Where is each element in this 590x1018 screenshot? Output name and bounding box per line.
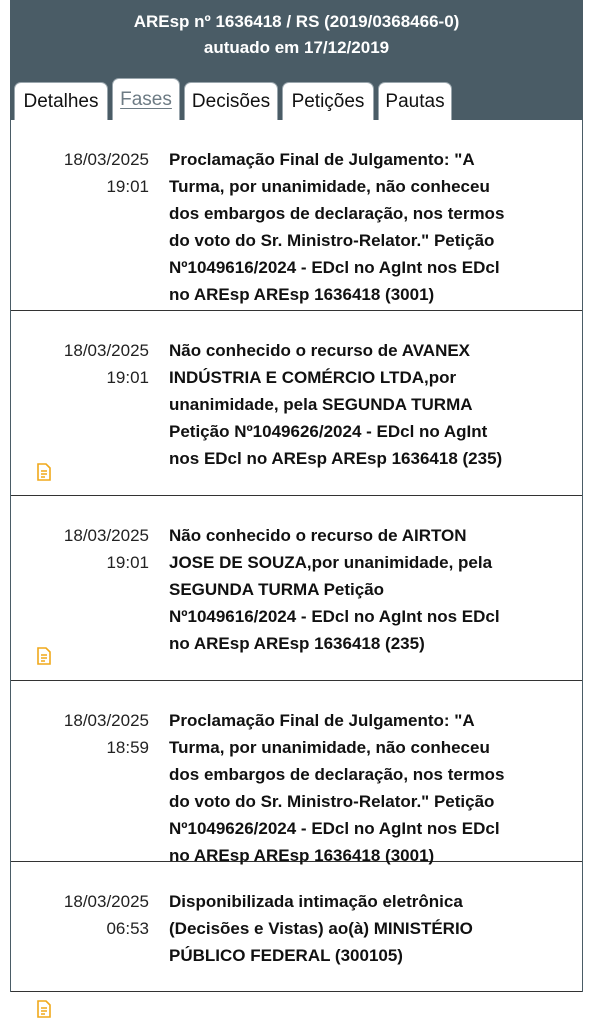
description-line: no AREsp AREsp 1636418 (3001) [169,285,435,304]
phase-datetime [11,888,149,942]
phase-time: 18:59 [106,738,149,757]
description-line: no AREsp AREsp 1636418 (235) [169,634,425,653]
document-icon[interactable] [37,647,51,665]
phase-date: 18/03/2025 [63,711,149,730]
description-line: dos embargos de declaração, nos termos [169,765,505,784]
description-line: Turma, por unanimidade, não conheceu [169,177,490,196]
phase-datetime [11,337,149,391]
description-line: unanimidade, pela SEGUNDA TURMA [169,395,473,414]
phase-date: 18/03/2025 [63,341,149,360]
phase-entry [11,120,582,311]
tab-peticoes[interactable]: Petições [282,82,374,120]
phase-time: 19:01 [106,368,149,387]
process-title-line1: AREsp nº 1636418 / RS (2019/0368466-0) [133,12,460,31]
description-line: (Decisões e Vistas) ao(à) MINISTÉRIO [169,919,473,938]
tab-decisoes[interactable]: Decisões [184,82,278,120]
phase-entry [11,862,582,992]
description-line: Nº1049626/2024 - EDcl no AgInt nos EDcl [169,819,500,838]
phase-entry [11,681,582,865]
process-title [10,9,583,61]
phase-description [169,337,564,472]
description-line: Proclamação Final de Julgamento: "A [169,711,475,730]
phase-datetime [11,146,149,200]
phase-date: 18/03/2025 [63,892,149,911]
description-line: no AREsp AREsp 1636418 (3001) [169,846,435,865]
document-icon[interactable] [37,1000,51,1018]
phase-datetime [11,522,149,576]
phase-entry [11,496,582,681]
process-header [10,0,583,120]
description-line: INDÚSTRIA E COMÉRCIO LTDA,por [169,368,457,387]
description-line: Turma, por unanimidade, não conheceu [169,738,490,757]
tab-fases[interactable]: Fases [112,78,180,120]
phase-date: 18/03/2025 [63,526,149,545]
phase-date: 18/03/2025 [63,150,149,169]
phase-datetime [11,707,149,761]
phase-time: 06:53 [106,919,149,938]
phase-description [169,707,564,869]
phase-description [169,888,564,969]
description-line: JOSE DE SOUZA,por unanimidade, pela [169,553,493,572]
phase-list [11,120,582,992]
description-line: do voto do Sr. Ministro-Relator." Petição [169,792,495,811]
description-line: PÚBLICO FEDERAL (300105) [169,946,403,965]
phase-entry [11,311,582,496]
description-line: Não conhecido o recurso de AVANEX [169,341,471,360]
phase-description [169,146,564,308]
process-title-line2: autuado em 17/12/2019 [203,38,390,57]
description-line: Proclamação Final de Julgamento: "A [169,150,475,169]
description-line: nos EDcl no AREsp AREsp 1636418 (235) [169,449,503,468]
phase-time: 19:01 [106,177,149,196]
description-line: dos embargos de declaração, nos termos [169,204,505,223]
description-line: Não conhecido o recurso de AIRTON [169,526,467,545]
phase-time: 19:01 [106,553,149,572]
description-line: Disponibilizada intimação eletrônica [169,892,463,911]
description-line: Petição Nº1049626/2024 - EDcl no AgInt [169,422,488,441]
phase-description [169,522,564,657]
description-line: do voto do Sr. Ministro-Relator." Petição [169,231,495,250]
tab-bar [14,78,452,120]
document-icon[interactable] [37,463,51,481]
tab-detalhes[interactable]: Detalhes [14,82,108,120]
description-line: Nº1049616/2024 - EDcl no AgInt nos EDcl [169,258,500,277]
tab-pautas[interactable]: Pautas [378,82,452,120]
description-line: SEGUNDA TURMA Petição [169,580,385,599]
description-line: Nº1049616/2024 - EDcl no AgInt nos EDcl [169,607,500,626]
